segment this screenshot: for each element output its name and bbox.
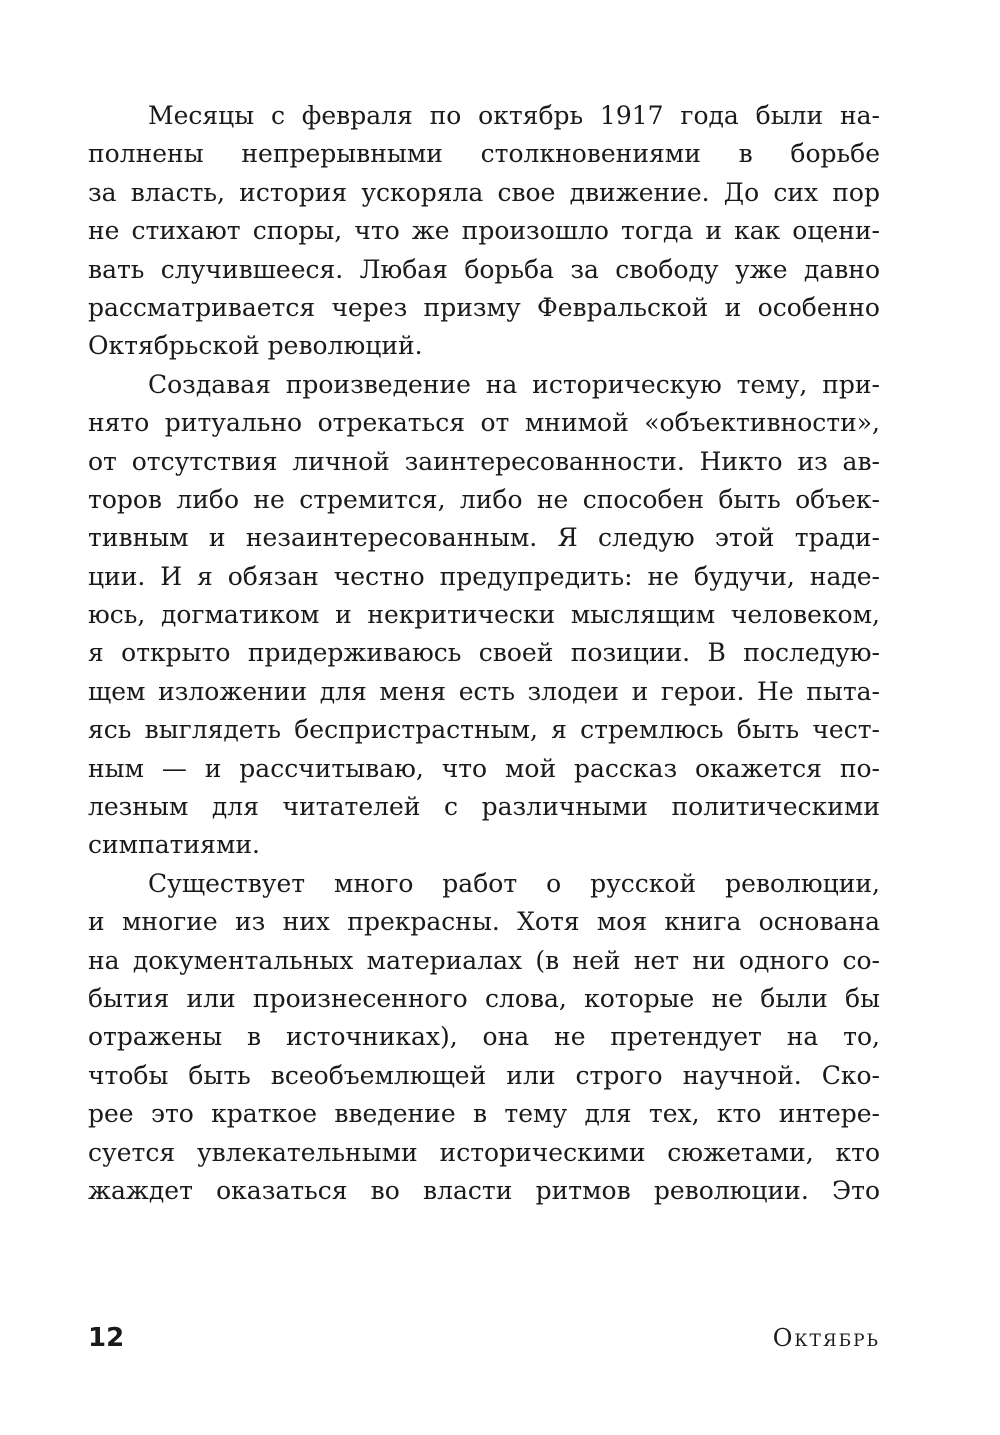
- text-line: я открыто придерживаюсь своей позиции. В последую-: [88, 638, 880, 668]
- text-line: ясь выглядеть беспристрастным, я стремлюсь быть чест-: [88, 715, 880, 745]
- text-line: Октябрьской революций.: [88, 331, 423, 361]
- body-text: [88, 97, 880, 1210]
- text-line: чтобы быть всеобъемлющей или строго научной. Ско-: [88, 1060, 880, 1090]
- text-line: рассматривается через призму Февральской и особенно: [88, 292, 880, 322]
- text-line: ции. И я обязан честно предупредить: не будучи, наде-: [88, 561, 880, 591]
- text-line: вать случившееся. Любая борьба за свободу уже давно: [88, 254, 880, 284]
- text-line: от отсутствия личной заинтересованности. Никто из ав-: [88, 446, 880, 476]
- text-line: отражены в источниках), она не претендует на то,: [88, 1022, 880, 1052]
- page-footer: [88, 1320, 880, 1356]
- text-line: на документальных материалах (в ней нет ни одного со-: [88, 945, 880, 975]
- text-line: жаждет оказаться во власти ритмов революции. Это: [88, 1175, 880, 1205]
- paragraph-3: [88, 865, 880, 1211]
- running-title: Октябрь: [772, 1324, 880, 1352]
- text-line: суется увлекательными историческими сюжетами, кто: [88, 1137, 880, 1167]
- text-line: полнены непрерывными столкновениями в борьбе: [88, 139, 880, 169]
- text-line: юсь, догматиком и некритически мыслящим человеком,: [88, 600, 880, 630]
- text-line: рее это краткое введение в тему для тех, кто интере-: [88, 1099, 880, 1129]
- text-line: и многие из них прекрасны. Хотя моя книга основана: [88, 907, 880, 937]
- paragraph-1: [88, 97, 880, 366]
- text-line: лезным для читателей с различными политическими: [88, 792, 880, 822]
- text-line: не стихают споры, что же произошло тогда и как оцени-: [88, 216, 880, 246]
- text-line: ным — и рассчитываю, что мой рассказ окажется по-: [88, 753, 880, 783]
- page-number: 12: [88, 1323, 125, 1353]
- text-line: бытия или произнесенного слова, которые не были бы: [88, 983, 880, 1013]
- text-line: нято ритуально отрекаться от мнимой «объективности»,: [88, 408, 880, 438]
- text-line: за власть, история ускоряла свое движение. До сих пор: [88, 177, 880, 207]
- text-line: щем изложении для меня есть злодеи и герои. Не пыта-: [88, 676, 880, 706]
- text-line: Месяцы с февраля по октябрь 1917 года были на-: [148, 101, 880, 130]
- text-line: симпатиями.: [88, 830, 260, 860]
- text-line: Создавая произведение на историческую тему, при-: [148, 369, 880, 399]
- paragraph-2: [88, 366, 880, 865]
- text-line: тивным и незаинтересованным. Я следую этой тради-: [88, 523, 880, 553]
- text-line: торов либо не стремится, либо не способен быть объек-: [88, 484, 880, 514]
- text-line: Существует много работ о русской революции,: [148, 868, 880, 898]
